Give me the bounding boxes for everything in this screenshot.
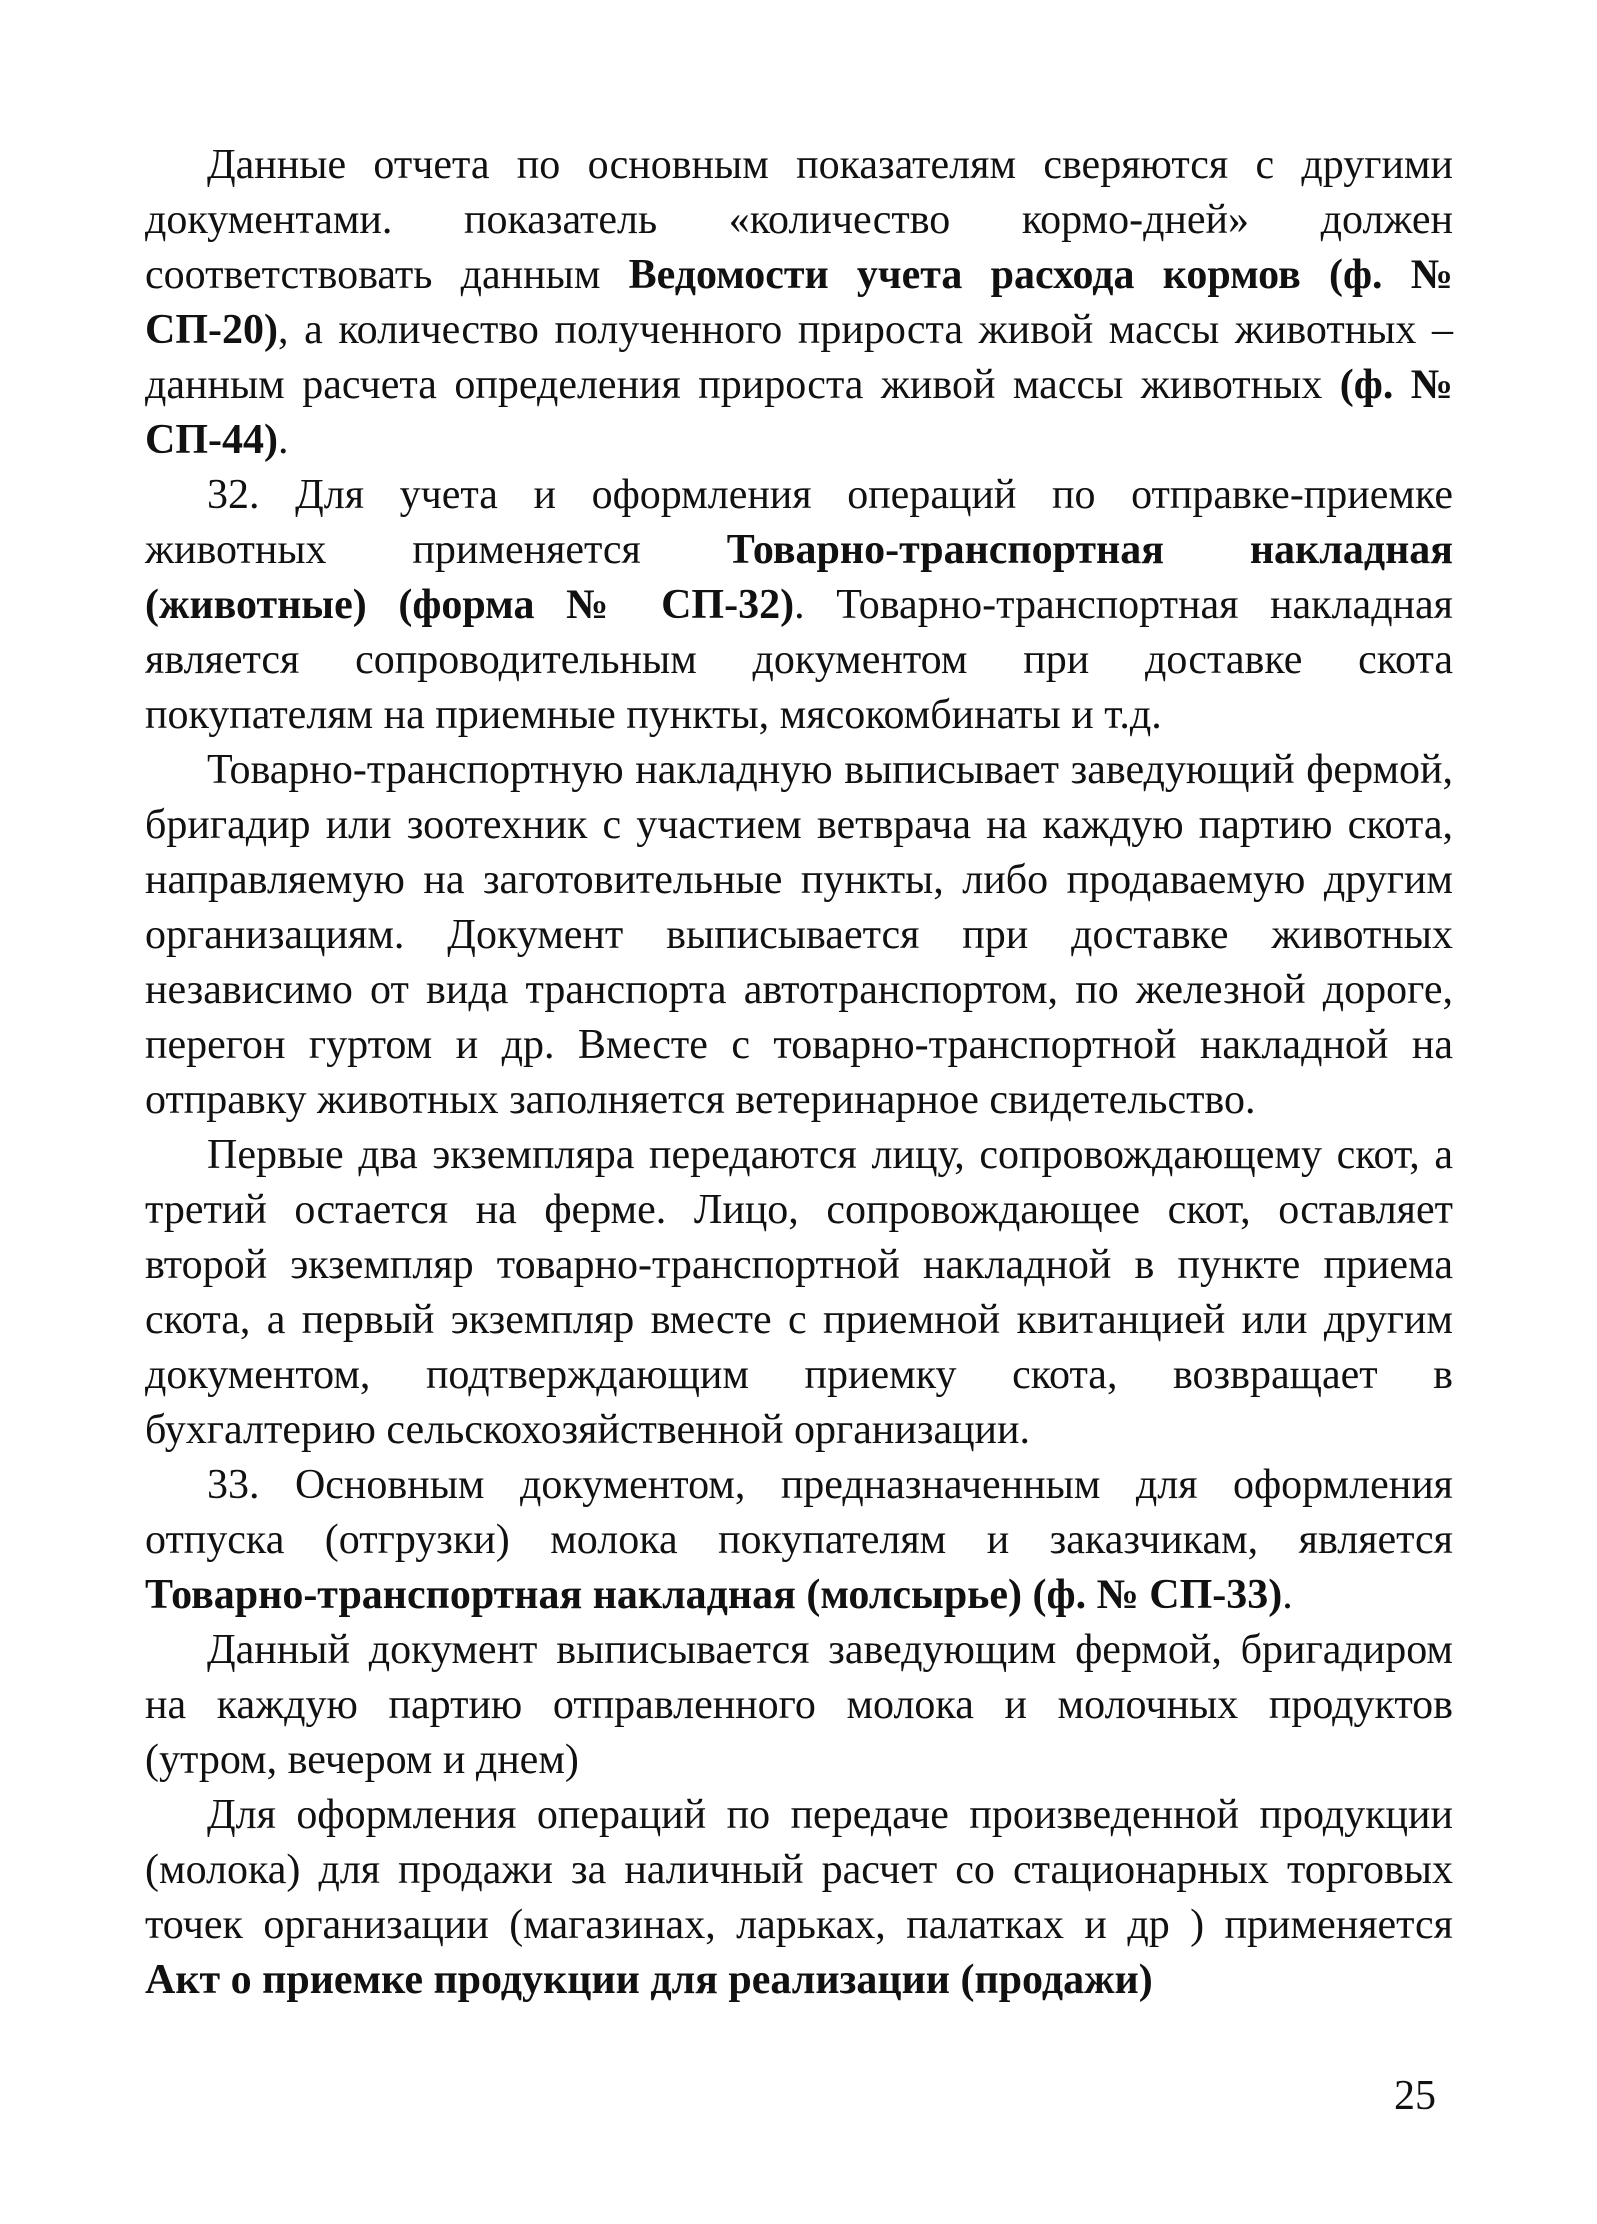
paragraph-milk-document-issuer: Данный документ выписывается заведующим фермой, бригадиром на каждую партию отправленного молока и молочных продуктов (утром, вечером и днем) — [145, 1627, 1453, 1783]
doc-ref-sp33: Товарно-транспортная накладная (молсырье) (ф. № СП-33) — [145, 1572, 1283, 1618]
doc-ref-retail-act: Акт о приемке продукции для реализации (продажи) — [145, 1957, 1153, 2003]
paragraph-33-milk-shipping: 33. Основным документом, предназначенным для оформления отпуска (отгрузки) молока покупателям и заказчикам, является Товарно-транспортная накладная (молсырье) (ф. № СП-33). — [145, 1462, 1453, 1618]
paragraph-feed-days-check: Данные отчета по основным показателям сверяются с другими документами. показатель «количество кормо-дней» должен соответствовать данным Ведомости учета расхода кормов (ф. № СП-20), а количество полученного прироста живой массы животных – данным расчета определения прироста живой массы животных (ф. № СП-44). — [145, 142, 1453, 463]
paragraph-32-animal-shipping: 32. Для учета и оформления операций по отправке-приемке животных применяется Товарно-транспортная накладная (животные) (форма № СП-32). Товарно-транспортная накладная является сопроводительным документом при доставке скота покупателям на приемные пункты, мясокомбинаты и т.д. — [145, 472, 1453, 738]
doc-ref-sp44: (ф. № СП-44) — [145, 362, 1453, 463]
page-number: 25 — [1394, 2073, 1436, 2119]
paragraph-retail-act: Для оформления операций по передаче произведенной продукции (молока) для продажи за наличный расчет со стационарных торговых точек организации (магазинах, ларьках, палатках и др ) применяется Акт о приемке продукции для реализации (продажи) — [145, 1792, 1453, 2003]
doc-ref-sp32: Товарно-транспортная накладная (животные) (форма № СП-32) — [145, 527, 1453, 628]
doc-ref-sp20: Ведомости учета расхода кормов (ф. № СП-20) — [145, 252, 1453, 353]
page-body — [145, 138, 1453, 2008]
paragraph-waybill-issuing: Товарно-транспортную накладную выписывает заведующий фермой, бригадир или зоотехник с участием ветврача на каждую партию скота, направляемую на заготовительные пункты, либо продаваемую другим организациям. Документ выписывается при доставке животных независимо от вида транспорта автотранспортом, по железной дороге, перегон гуртом и др. Вместе с товарно-транспортной накладной на отправку животных заполняется ветеринарное свидетельство. — [145, 747, 1453, 1123]
paragraph-copies-distribution: Первые два экземпляра передаются лицу, сопровождающему скот, а третий остается на ферме. Лицо, сопровождающее скот, оставляет второй экземпляр товарно-транспортной накладной в пункте приема скота, а первый экземпляр вместе с приемной квитанцией или другим документом, подтверждающим приемку скота, возвращает в бухгалтерию сельскохозяйственной организации. — [145, 1132, 1453, 1453]
